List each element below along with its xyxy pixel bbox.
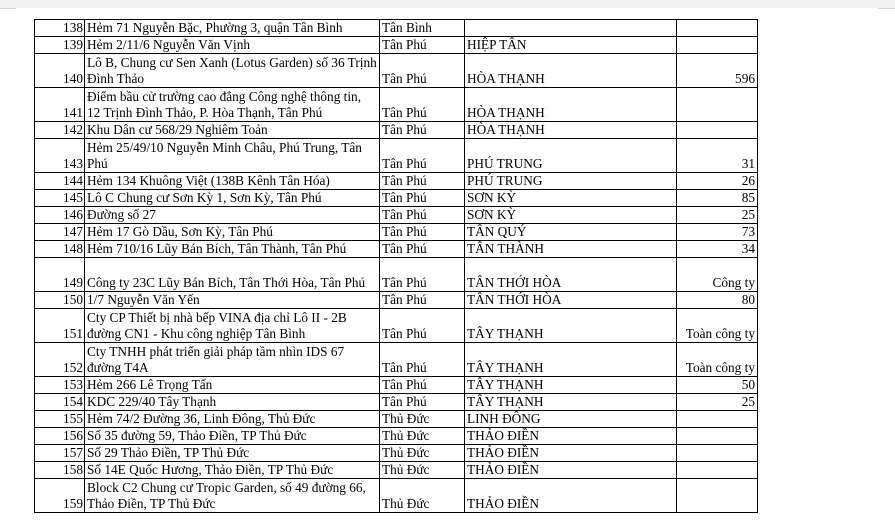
- row-number: 147: [35, 224, 85, 241]
- row-number: 156: [35, 428, 85, 445]
- ward-cell: PHÚ TRUNG: [465, 173, 677, 190]
- district-cell: Thủ Đức: [380, 479, 465, 513]
- row-number: 139: [35, 37, 85, 54]
- address-cell: Hẻm 74/2 Đường 36, Linh Đông, Thủ Đức: [85, 411, 380, 428]
- district-cell: Tân Phú: [380, 54, 465, 88]
- count-cell: 50: [677, 377, 758, 394]
- row-number: 143: [35, 139, 85, 173]
- district-cell: Tân Phú: [380, 309, 465, 343]
- ward-cell: HÒA THẠNH: [465, 122, 677, 139]
- address-cell: Hẻm 17 Gò Dầu, Sơn Kỳ, Tân Phú: [85, 224, 380, 241]
- ward-cell: THẢO ĐIỀN: [465, 479, 677, 513]
- table-row: [35, 411, 758, 428]
- table-row: [35, 173, 758, 190]
- table-row: [35, 20, 758, 37]
- table-row: [35, 122, 758, 139]
- ward-cell: TÂY THẠNH: [465, 377, 677, 394]
- district-cell: Tân Phú: [380, 258, 465, 292]
- table-body: [35, 20, 758, 513]
- ward-cell: THẢO ĐIỀN: [465, 428, 677, 445]
- district-cell: Thủ Đức: [380, 428, 465, 445]
- count-cell: [677, 462, 758, 479]
- table-row: [35, 190, 758, 207]
- address-cell: Số 29 Thảo Điền, TP Thủ Đức: [85, 445, 380, 462]
- table-row: [35, 428, 758, 445]
- row-number: 148: [35, 241, 85, 258]
- district-cell: Thủ Đức: [380, 411, 465, 428]
- address-cell: Lô C Chung cư Sơn Kỳ 1, Sơn Kỳ, Tân Phú: [85, 190, 380, 207]
- table-row: [35, 462, 758, 479]
- count-cell: [677, 411, 758, 428]
- district-cell: Thủ Đức: [380, 445, 465, 462]
- count-cell: [677, 122, 758, 139]
- row-number: 145: [35, 190, 85, 207]
- table-row: [35, 139, 758, 173]
- ward-cell: SƠN KỲ: [465, 207, 677, 224]
- row-number: 146: [35, 207, 85, 224]
- address-cell: Hẻm 266 Lê Trọng Tấn: [85, 377, 380, 394]
- table-row: [35, 479, 758, 513]
- count-cell: Toàn công ty: [677, 309, 758, 343]
- table-row: [35, 207, 758, 224]
- count-cell: 25: [677, 207, 758, 224]
- address-cell: Hẻm 25/49/10 Nguyễn Minh Châu, Phú Trung, Tân Phú: [85, 139, 380, 173]
- ward-cell: THẢO ĐIỀN: [465, 445, 677, 462]
- ward-cell: TÂN THÀNH: [465, 241, 677, 258]
- row-number: 158: [35, 462, 85, 479]
- count-cell: 85: [677, 190, 758, 207]
- count-cell: 596: [677, 54, 758, 88]
- count-cell: 80: [677, 292, 758, 309]
- address-cell: Hẻm 71 Nguyễn Bặc, Phường 3, quận Tân Bình: [85, 20, 380, 37]
- row-number: 154: [35, 394, 85, 411]
- district-cell: Tân Phú: [380, 241, 465, 258]
- row-number: 142: [35, 122, 85, 139]
- count-cell: 73: [677, 224, 758, 241]
- table-row: [35, 377, 758, 394]
- address-cell: Số 14E Quốc Hương, Thảo Điền, TP Thủ Đức: [85, 462, 380, 479]
- ward-cell: HIỆP TÂN: [465, 37, 677, 54]
- count-cell: [677, 20, 758, 37]
- ward-cell: LINH ĐÔNG: [465, 411, 677, 428]
- district-cell: Tân Phú: [380, 224, 465, 241]
- district-cell: Tân Phú: [380, 377, 465, 394]
- ward-cell: TÂY THẠNH: [465, 309, 677, 343]
- row-number: 149: [35, 258, 85, 292]
- district-cell: Tân Phú: [380, 37, 465, 54]
- address-cell: Khu Dân cư 568/29 Nghiêm Toản: [85, 122, 380, 139]
- row-number: 140: [35, 54, 85, 88]
- table-row: [35, 292, 758, 309]
- address-cell: Lô B, Chung cư Sen Xanh (Lotus Garden) số 36 Trịnh Đình Thảo: [85, 54, 380, 88]
- table-row: [35, 224, 758, 241]
- table-row: [35, 37, 758, 54]
- row-number: 141: [35, 88, 85, 122]
- district-cell: Thủ Đức: [380, 462, 465, 479]
- district-cell: Tân Phú: [380, 292, 465, 309]
- count-cell: Toàn công ty: [677, 343, 758, 377]
- row-number: 151: [35, 309, 85, 343]
- address-cell: Block C2 Chung cư Tropic Garden, số 49 đường 66, Thảo Điền, TP Thủ Đức: [85, 479, 380, 513]
- address-cell: 1/7 Nguyễn Văn Yến: [85, 292, 380, 309]
- row-number: 153: [35, 377, 85, 394]
- count-cell: 31: [677, 139, 758, 173]
- count-cell: 26: [677, 173, 758, 190]
- ward-cell: TÂN QUÝ: [465, 224, 677, 241]
- table-row: [35, 445, 758, 462]
- row-number: 157: [35, 445, 85, 462]
- table-row: [35, 54, 758, 88]
- table-row: [35, 241, 758, 258]
- count-cell: 25: [677, 394, 758, 411]
- count-cell: [677, 88, 758, 122]
- table-row: [35, 309, 758, 343]
- row-number: 138: [35, 20, 85, 37]
- district-cell: Tân Phú: [380, 88, 465, 122]
- district-cell: Tân Phú: [380, 207, 465, 224]
- ward-cell: HÒA THẠNH: [465, 54, 677, 88]
- address-cell: Công ty 23C Lũy Bán Bích, Tân Thới Hòa, Tân Phú: [85, 258, 380, 292]
- table-row: [35, 258, 758, 292]
- address-cell: Đường số 27: [85, 207, 380, 224]
- ward-cell: TÂN THỚI HÒA: [465, 258, 677, 292]
- address-cell: Cty CP Thiết bị nhà bếp VINA địa chỉ Lô II - 2B đường CN1 - Khu công nghiệp Tân Bình: [85, 309, 380, 343]
- polling-locations-table: [34, 19, 758, 513]
- district-cell: Tân Phú: [380, 122, 465, 139]
- ward-cell: TÂY THẠNH: [465, 343, 677, 377]
- address-cell: KDC 229/40 Tây Thạnh: [85, 394, 380, 411]
- row-number: 159: [35, 479, 85, 513]
- row-number: 150: [35, 292, 85, 309]
- ward-cell: TÂN THỚI HÒA: [465, 292, 677, 309]
- count-cell: [677, 37, 758, 54]
- ward-cell: PHÚ TRUNG: [465, 139, 677, 173]
- ward-cell: HÒA THẠNH: [465, 88, 677, 122]
- district-cell: Tân Phú: [380, 394, 465, 411]
- count-cell: Công ty: [677, 258, 758, 292]
- count-cell: 34: [677, 241, 758, 258]
- district-cell: Tân Phú: [380, 190, 465, 207]
- ward-cell: [465, 20, 677, 37]
- count-cell: [677, 428, 758, 445]
- row-number: 144: [35, 173, 85, 190]
- address-cell: Điểm bầu cử trường cao đẳng Công nghệ thông tin, 12 Trịnh Đình Thảo, P. Hòa Thạnh, Tân Phú: [85, 88, 380, 122]
- table-row: [35, 394, 758, 411]
- district-cell: Tân Phú: [380, 343, 465, 377]
- table-row: [35, 343, 758, 377]
- district-cell: Tân Phú: [380, 139, 465, 173]
- district-cell: Tân Phú: [380, 173, 465, 190]
- count-cell: [677, 479, 758, 513]
- address-cell: Hẻm 2/11/6 Nguyễn Văn Vịnh: [85, 37, 380, 54]
- address-cell: Cty TNHH phát triển giải pháp tầm nhìn IDS 67 đường T4A: [85, 343, 380, 377]
- ward-cell: SƠN KỲ: [465, 190, 677, 207]
- table-row: [35, 88, 758, 122]
- address-cell: Hẻm 134 Khuông Việt (138B Kênh Tân Hóa): [85, 173, 380, 190]
- address-cell: Số 35 đường 59, Thảo Điền, TP Thủ Đức: [85, 428, 380, 445]
- ward-cell: TÂY THẠNH: [465, 394, 677, 411]
- count-cell: [677, 445, 758, 462]
- address-cell: Hẻm 710/16 Lũy Bán Bích, Tân Thành, Tân Phú: [85, 241, 380, 258]
- ward-cell: THẢO ĐIỀN: [465, 462, 677, 479]
- row-number: 152: [35, 343, 85, 377]
- district-cell: Tân Bình: [380, 20, 465, 37]
- row-number: 155: [35, 411, 85, 428]
